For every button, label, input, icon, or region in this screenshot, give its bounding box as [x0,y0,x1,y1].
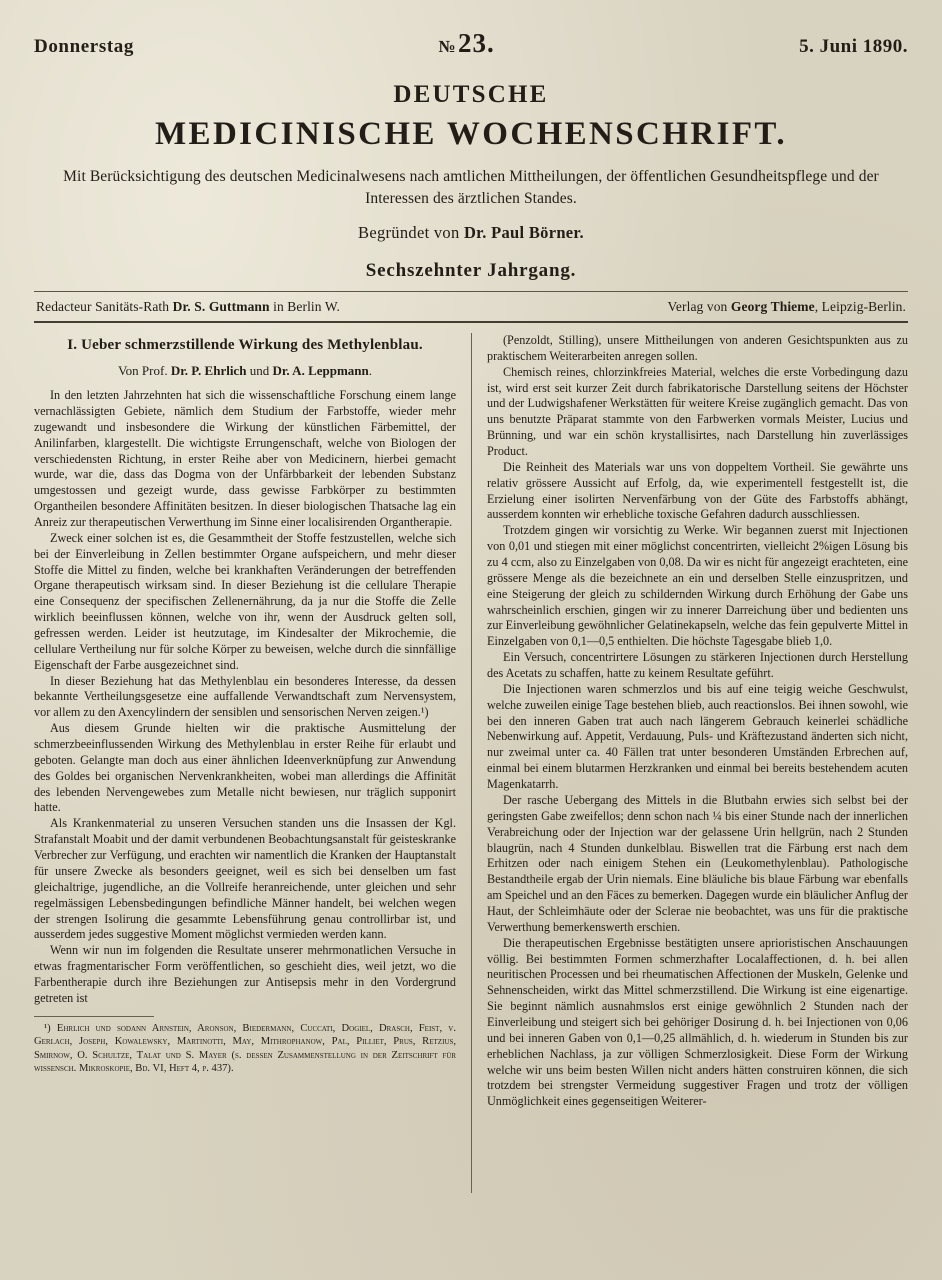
masthead-divider-bottom [34,321,908,323]
publication-title-line2: MEDICINISCHE WOCHENSCHRIFT. [154,116,787,152]
masthead-line [34,28,908,59]
imprint-line [34,292,908,321]
column-right [471,333,908,1193]
byline-end: . [368,363,373,379]
column-left [34,333,471,1193]
issue-number-value: 23. [457,28,495,58]
issue-weekday: Donnerstag [34,36,134,57]
paragraph: Trotzdem gingen wir vorsichtig zu Werke. Wir begannen zuerst mit Injectionen von 0,01 und stiegen mit einer möglichst concentrirten, vielleicht 2%igen Lösung bis zu 4 ccm, also zu Einzelgaben von 0,08. Da wir es nicht für angezeigt erachteten, eine grössere Menge als die bezeichnete an ein und derselben Stelle einzuspritzen, und eine Steigerung der gleich zu schildernden Wirkung durch Erhöhung der Gabe uns wahrscheinlich erschien, gingen wir zu innerer Darreichung über und bedienten uns zur Einverleibung gewöhnlicher Gelatinekapseln, welche das fein gepulverte Mittel in Einzelgaben von 0,1—0,5 enthielten. Die höchste Tagesgabe blieb 1,0. [487,523,908,649]
article-columns [34,333,908,1193]
editor-name: Dr. S. Guttmann [172,299,270,314]
paragraph: Der rasche Uebergang des Mittels in die Blutbahn erwies sich selbst bei der geringsten Gabe zweifellos; denn schon nach ¼ bis einer Stunde nach der innerlichen Verabreichung oder der Injection war der gelassene Urin hellgrün, nach 2 Stunden blaugrün, nach 4 Stunden dunkelblau. Biswellen trat die Färbung erst nach dem Erhitzen oder nach einigem Stehen ein (Leukomethylenblau). Pathologische Bestandtheile ergab der Urin niemals. Eine bläuliche bis blaue Färbung war ebenfalls am Speichel und an den Fäces zu bemerken. Dagegen wurde ein bläulicher Anflug der Haut, der Schleimhäute oder der Sclerae nie beobachtet, was uns für die praktische Verwerthung bemerkenswerth erschien. [487,792,908,934]
publisher-info [668,299,906,315]
paragraph: Die Injectionen waren schmerzlos und bis auf eine teigig weiche Geschwulst, welche zuweilen einige Tage bestehen blieb, auch reactionslos. Bei ihnen sowohl, wie bei den inneren Gaben trat auch nach längerem Gebrauch keinerlei schädliche Nebenwirkung auf. Appetit, Verdauung, Puls- und Kräftezustand änderten sich nicht, nur zweimal unter ca. 40 Fällen trat unter besonderen Umständen Erbrechen auf, einmal bei einem blutarmen Herzkranken und einmal bei bereits bestehendem acuten Magenkatarrh. [487,681,908,792]
byline-author-1: Dr. P. Ehrlich [170,363,247,379]
editor-info [36,299,340,315]
editor-prefix: Redacteur Sanitäts-Rath [36,299,173,314]
publication-volume: Sechszehnter Jahrgang. [365,260,577,281]
page-content [34,28,908,1252]
paragraph: In den letzten Jahrzehnten hat sich die wissenschaftliche Forschung einem lange vernachlässigten Gebiete, nämlich dem Studium der Farbstoffe, wieder mehr zugewandt und insbesondere die Wirkung der künstlichen Färbemittel, der Anilinfarben, klargestellt. Die wichtigste Errungenschaft, welche von Biologen der verschiedensten Richtung, in erster Reihe aber von Medicinern, hierbei gemacht wurde, war die, dass das Dogma von der Unfärbbarkeit der lebenden Substanz umgestossen und gezeigt wurde, dass gewisse Farbkörper zu bestimmten Organtheilen besondere Affinitäten besitzen. In dieser biologischen Thatsache lag ein Anreiz zur therapeutischen Verwerthung im Sinne einer localisirenden Organtherapie. [34,388,456,530]
paragraph: Ein Versuch, concentrirtere Lösungen zu stärkeren Injectionen durch Herstellung des Acetats zu schaffen, hatte zu keinem Resultate geführt. [487,650,908,681]
byline-author-2: Dr. A. Leppmann [272,363,369,379]
paragraph: Zweck einer solchen ist es, die Gesammtheit der Stoffe festzustellen, welche sich bei der Einverleibung in Zellen bestimmter Organe aufspeichern, und mehr dieser Stoffe die Mittel zu finden, welche bei krankhaften Veränderungen der betreffenden Organe therapeutisch wirksam sind. In dieser Beziehung ist die cellulare Therapie eine Consequenz der specifischen Zellenernährung, da ja nur die Stoffe die Zelle wirklich beeinflussen können, welche von ihr, wenn der Ausdruck gelten soll, gefressen werden. Leider ist heutzutage, im Kindesalter der Mikrochemie, die cellulare Vertheilung nur für solche Körper zu beweisen, welche durch die sinnfällige Eigenschaft der Farbe ausgezeichnet sind. [34,530,456,672]
paragraph: In dieser Beziehung hat das Methylenblau ein besonderes Interesse, da dessen bekannte Vertheilungsgesetze eine auffallende Verwandtschaft zum Nervensystem, vor allem zu den Axencylindern der sensiblen und sensorischen Nerven zeigen.¹) [34,673,456,720]
paragraph: Aus diesem Grunde hielten wir die praktische Ausmittelung der schmerzbeeinflussenden Wirkung des Methylenblau in erster Reihe für erlaubt und geboten. Gelangte man doch aus einer ähnlichen Ideenverknüpfung zur Anwendung des Goldes bei organischen Nervenkrankheiten, wobei man allerdings die Affinität des lebenden Nervengewebes zum Metalle nicht bewiesen, nur träglich supponirt hatte. [34,721,456,815]
issue-number-symbol: № [438,37,456,56]
article-byline [34,363,456,380]
publisher-name: Georg Thieme [730,299,815,314]
paragraph: (Penzoldt, Stilling), unsere Mittheilungen von anderen Gesichtspunkten aus zu praktischem Weiterarbeiten anregen sollen. [487,333,908,363]
publication-subtitle: Mit Berücksichtigung des deutschen Medicinalwesens nach amtlichen Mittheilungen, der öffentlichen Gesundheitspflege und der Interessen des ärztlichen Standes. [63,168,879,207]
editor-suffix: in Berlin W. [269,299,340,314]
paragraph: Wenn wir nun im folgenden die Resultate unserer mehrmonatlichen Versuche in etwas fragmentarischer Form veröffentlichen, so geschieht dies, weil jetzt, wo die Farbentherapie durch ihre Beziehungen zur Antisepsis mehr in den Vordergrund getreten ist [34,943,456,1005]
footnote: ¹) Ehrlich und sodann Arnstein, Aronson, Biedermann, Cuccati, Dogiel, Drasch, Feist, v. Gerlach, Joseph, Kowalewsky, Martinotti, May, Mithrophanow, Pal, Pilliet, Prus, Retzius, Smirnow, O. Schultze, Talat und S. Mayer (s. dessen Zusammenstellung in der Zeitschrift für wissensch. Mikroskopie, Bd. VI, Heft 4, p. 437). [34,1022,456,1075]
paragraph: Chemisch reines, chlorzinkfreies Material, welches die erste Vorbedingung dazu ist, wird erst seit kurzer Zeit durch fabrikatorische Darstellung seitens der Höchster und der Ludwigshafener Werkstätten für weitere Kreise zugänglich gemacht. Das von uns benutzte Präparat stammte von den Farbwerken vormals Meister, Lucius und Brünning, und war ein schön krystallisirtes, nach Darstellung hin zuverlässiges Product. [487,364,908,459]
publisher-suffix: , Leipzig-Berlin. [814,299,906,314]
publisher-prefix: Verlag von [667,299,731,314]
founder-name: Dr. Paul Börner. [463,223,584,242]
masthead-title-block [34,81,908,153]
article-title: I. Ueber schmerzstillende Wirkung des Methylenblau. [67,337,423,353]
paragraph: Die Reinheit des Materials war uns von doppeltem Vortheil. Sie gewährte uns relativ grössere Aussicht auf Erfolg, da, wie experimentell festgestellt ist, die Erzielung einer isolirten Nervenfärbung von der Güte des Farbstoffs abhängt, ausserdem konnten wir erhebliche toxische Gefahren dadurch ausschliessen. [487,459,908,522]
paragraph: Als Krankenmaterial zu unseren Versuchen standen uns die Insassen der Kgl. Strafanstalt Moabit und der damit verbundenen Beobachtungsanstalt für geisteskranke Verbrecher zur Verfügung, und erachten wir namentlich die Kranken der Hauptanstalt für unsere Zwecke als besonders geeignet, weil es sich bei denselben um fast gleichaltrige, jugendliche, an die Vollreife heranreichende, unter gleichen und sehr regelmässigen Lebensbedingungen befindliche Männer handelt, bei welchen wegen der strengen Isolirung die gesammte Lebensführung genau controllirbar ist, und ausserdem jedes suggestive Moment möglichst vermieden werden kann. [34,816,456,942]
issue-date: 5. Juni 1890. [799,36,908,57]
byline-prefix: Von Prof. [117,363,171,379]
footnote-divider [34,1016,154,1017]
publication-founder [34,223,908,243]
paragraph: Die therapeutischen Ergebnisse bestätigten unsere aprioristischen Anschauungen völlig. Bei bestimmten Formen schmerzhafter Localaffectionen, d. h. bei allen neuritischen Processen und bei rheumatischen Affectionen der Muskeln, Gelenke und Sehnenscheiden, wirkt das Mittel schmerzstillend. Die Wirkung ist eine eigenartige. Sie beginnt nämlich ausnahmslos erst einige gewöhnlich 2 Stunden nach der Einverleibung und steigert sich bei gehöriger Dosirung d. h. bei Injectionen von 0,06 und bei inneren Gaben von 0,1—0,25 allmählich, d. h. wiederum in Stunden bis zur erheblichen Nachlass, ja zur völligen Schmerzlosigkeit. Diese Form der Wirkung welche wir uns beim besten Willen nicht anders hätten construiren können, die sich trotzdem bei strengster Vermeidung suggestiver Fragen und trotz der völligen Unmöglichkeit eines gegenseitigen Weiterer- [487,935,908,1109]
issue-number-block [438,28,494,59]
founder-prefix: Begründet von [358,223,464,242]
publication-title-line1: DEUTSCHE [393,81,549,108]
byline-conjunction: und [246,363,273,379]
